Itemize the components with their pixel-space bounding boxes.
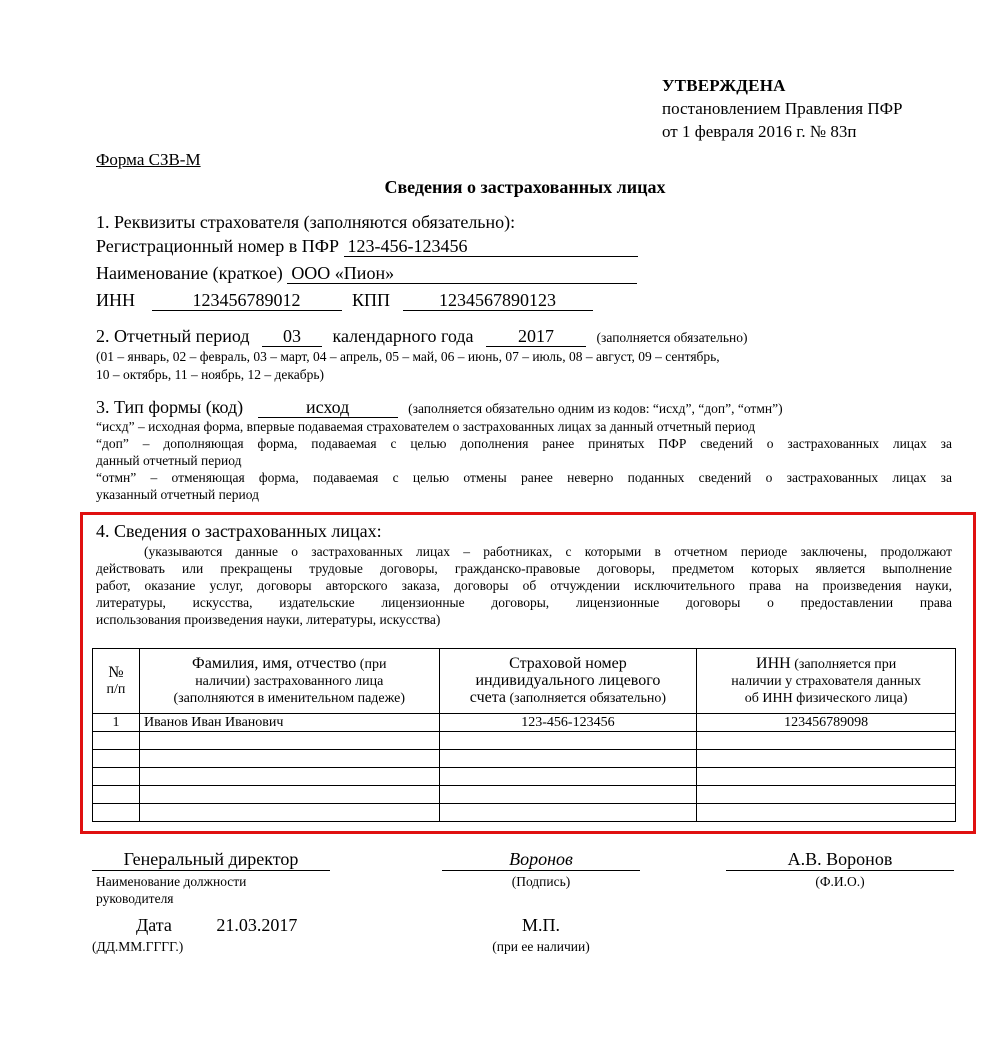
header-fullname-line3: (заполняются в именительном падеже) <box>173 691 406 706</box>
form-type-desc-line5: указанный отчетный период <box>96 487 260 502</box>
inn-label: ИНН <box>96 290 135 310</box>
year-label: календарного года <box>332 326 474 346</box>
form-name: Форма СЗВ-М <box>96 150 201 169</box>
header-number <box>93 649 140 714</box>
date-row <box>136 915 297 936</box>
table-row <box>93 714 956 732</box>
signature-field[interactable]: Воронов <box>442 849 640 871</box>
section4-description <box>96 543 952 628</box>
form-type-desc-line4: “отмн” – отменяющая форма, подаваемая с целью отмены ранее неверно поданных сведений о застрахованных лицах за <box>96 470 952 485</box>
header-snils <box>439 649 697 714</box>
header-fullname-note: (при <box>359 657 387 672</box>
section4-desc-line4: литературы, искусства, издательские лицензионные договоры, лицензионные договоры о предоставлении права <box>96 595 952 610</box>
date-label: Дата <box>136 915 172 935</box>
org-name-field[interactable]: ООО «Пион» <box>287 263 637 284</box>
approval-line2: от 1 февраля 2016 г. № 83п <box>662 122 857 141</box>
position-field[interactable]: Генеральный директор <box>92 849 330 871</box>
cell-number[interactable] <box>93 768 140 786</box>
cell-snils[interactable] <box>439 804 697 822</box>
header-inn <box>697 649 956 714</box>
header-snils-line2: индивидуального лицевого <box>475 672 661 689</box>
approval-block <box>662 74 992 143</box>
period-row <box>96 326 748 347</box>
org-name-row <box>96 263 637 284</box>
fio-field[interactable]: А.В. Воронов <box>726 849 954 871</box>
date-caption: (ДД.ММ.ГГГГ.) <box>92 939 184 954</box>
period-label: 2. Отчетный период <box>96 326 250 346</box>
table-row <box>93 786 956 804</box>
header-inn-line3: об ИНН физического лица) <box>744 691 908 706</box>
section4-desc-line5: использования произведения науки, литературы, искусства) <box>96 612 441 627</box>
stamp-caption: (при ее наличии) <box>492 939 590 954</box>
cell-snils[interactable] <box>439 768 697 786</box>
form-type-label: 3. Тип формы (код) <box>96 397 244 417</box>
header-snils-line1: Страховой номер <box>509 655 627 672</box>
cell-snils[interactable] <box>439 750 697 768</box>
header-inn-main: ИНН <box>756 655 791 672</box>
signature-caption: (Подпись) <box>511 874 571 889</box>
form-type-descriptions <box>96 418 952 503</box>
cell-inn[interactable] <box>697 750 956 768</box>
section4-desc-line3: работ, оказание услуг, договоры авторского заказа, договоры об отчуждении исключительного права на произведения науки, <box>96 578 952 593</box>
cell-fullname[interactable] <box>139 804 439 822</box>
cell-inn[interactable] <box>697 768 956 786</box>
header-fullname-main: Фамилия, имя, отчество <box>192 655 357 672</box>
position-caption <box>96 873 246 907</box>
header-fullname <box>139 649 439 714</box>
cell-inn[interactable] <box>697 804 956 822</box>
header-fullname-line2: наличии) застрахованного лица <box>195 674 384 689</box>
cell-snils[interactable] <box>439 786 697 804</box>
approval-title: УТВЕРЖДЕНА <box>662 76 786 95</box>
form-type-desc-line2: “доп” – дополняющая форма, подаваемая с целью дополнения ранее принятых ПФР сведений о застрахованных лицах за <box>96 436 952 451</box>
form-type-desc-line3: данный отчетный период <box>96 453 242 468</box>
section1-heading: 1. Реквизиты страхователя (заполняются обязательно): <box>96 212 516 232</box>
period-codes-line1: (01 – январь, 02 – февраль, 03 – март, 04 – апрель, 05 – май, 06 – июнь, 07 – июль, 08 – август, 09 – сентябрь, <box>96 349 720 364</box>
section4-heading: 4. Сведения о застрахованных лицах: <box>96 521 382 541</box>
insured-persons-table <box>92 648 956 822</box>
form-type-desc-line1: “исхд” – исходная форма, впервые подаваемая страхователем о застрахованных лицах за данный отчетный период <box>96 419 756 434</box>
reg-number-field[interactable]: 123-456-123456 <box>344 236 638 257</box>
cell-number[interactable] <box>93 786 140 804</box>
cell-inn[interactable]: 123456789098 <box>697 714 956 732</box>
cell-number[interactable] <box>93 804 140 822</box>
kpp-label: КПП <box>352 290 391 310</box>
stamp-label: М.П. <box>521 915 560 935</box>
position-caption-line2: руководителя <box>96 891 174 906</box>
header-number-sign: № <box>108 664 124 681</box>
cell-number[interactable] <box>93 732 140 750</box>
inn-field[interactable]: 123456789012 <box>152 290 342 311</box>
header-snils-line3: счета <box>469 689 506 706</box>
kpp-field[interactable]: 1234567890123 <box>403 290 593 311</box>
cell-fullname[interactable] <box>139 786 439 804</box>
cell-fullname[interactable] <box>139 768 439 786</box>
document-title: Сведения о застрахованных лицах <box>384 177 666 197</box>
table-header-row <box>93 649 956 714</box>
year-field[interactable]: 2017 <box>486 326 586 347</box>
inn-kpp-row <box>96 290 593 311</box>
cell-fullname[interactable]: Иванов Иван Иванович <box>139 714 439 732</box>
position-caption-line1: Наименование должности <box>96 874 247 889</box>
form-type-field[interactable]: исход <box>258 397 398 418</box>
period-field[interactable]: 03 <box>262 326 322 347</box>
cell-inn[interactable] <box>697 732 956 750</box>
table-row <box>93 804 956 822</box>
cell-snils[interactable]: 123-456-123456 <box>439 714 697 732</box>
section4-desc-line1: (указываются данные о застрахованных лицах – работниках, с которыми в отчетном периоде заключены, продолжают <box>144 544 952 559</box>
approval-line1: постановлением Правления ПФР <box>662 99 903 118</box>
org-name-label: Наименование (краткое) <box>96 263 283 283</box>
cell-fullname[interactable] <box>139 750 439 768</box>
header-inn-note: (заполняется при <box>794 657 897 672</box>
form-type-note: (заполняется обязательно одним из кодов: “исхд”, “доп”, “отмн”) <box>408 401 783 416</box>
cell-fullname[interactable] <box>139 732 439 750</box>
header-inn-line2: наличии у страхователя данных <box>731 674 922 689</box>
period-note: (заполняется обязательно) <box>596 330 748 345</box>
header-number-sub: п/п <box>106 682 126 697</box>
table-row <box>93 732 956 750</box>
fio-caption: (Ф.И.О.) <box>815 874 865 889</box>
section4-desc-line2: действовать или прекращены трудовые договоры, гражданско-правовые договоры, предметом которых является выполнение <box>96 561 952 576</box>
reg-number-row <box>96 236 638 257</box>
reg-number-label: Регистрационный номер в ПФР <box>96 236 339 256</box>
period-codes-line2: 10 – октябрь, 11 – ноябрь, 12 – декабрь) <box>96 367 325 382</box>
date-field[interactable]: 21.03.2017 <box>216 915 298 935</box>
cell-number[interactable]: 1 <box>93 714 140 732</box>
table-row <box>93 750 956 768</box>
cell-inn[interactable] <box>697 786 956 804</box>
table-row <box>93 768 956 786</box>
cell-snils[interactable] <box>439 732 697 750</box>
header-snils-note: (заполняется обязательно) <box>509 691 667 706</box>
form-type-row <box>96 397 783 418</box>
cell-number[interactable] <box>93 750 140 768</box>
